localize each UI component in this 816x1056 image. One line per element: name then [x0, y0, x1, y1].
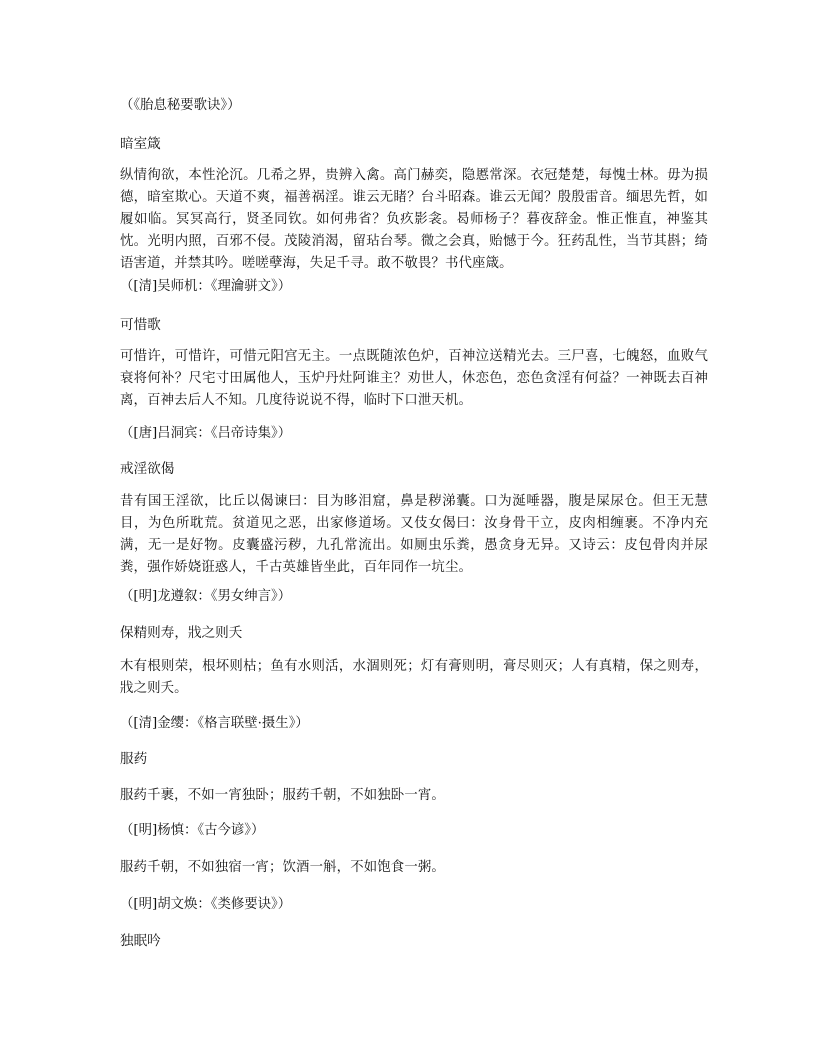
section-heading: 保精则寿，戕之则夭: [120, 625, 243, 641]
section-heading: 独眠吟: [120, 933, 161, 949]
source-citation: （[清]金缨：《格言联壁·摄生》）: [120, 716, 309, 731]
source-citation: （[明]胡文焕：《类修要诀》）: [120, 897, 292, 912]
source-citation: （《胎息秘要歌诀》）: [120, 98, 241, 113]
body-paragraph: 木有根则荣，根坏则枯；鱼有水则活，水涸则死；灯有膏则明，膏尽则灭；人有真精，保之则寿，戕之则夭。: [120, 659, 708, 696]
source-citation: （[明]龙遵叙：《男女绅言》）: [120, 589, 292, 604]
section-heading: 戒淫欲偈: [120, 461, 175, 477]
body-paragraph: 服药千朝，不如独宿一宵；饮酒一斛，不如饱食一粥。: [120, 860, 445, 875]
body-paragraph: 昔有国王淫欲，比丘以偈谏曰：目为眵泪窟，鼻是秽涕囊。口为涎唾器，腹是屎尿仓。但王无慧目，为色所耽荒。贫道见之恶，出家修道场。又伎女偈曰：汝身骨干立，皮肉相缠裹。不净内充满，无一是好物。皮囊盛污秽，九孔常流出。如厕虫乐粪，愚贪身无异。又诗云：皮包骨肉并尿粪，强作娇娆诳惑人，千古英雄皆坐此，百年同作一坑尘。: [120, 494, 708, 575]
section-heading: 可惜歌: [120, 317, 161, 333]
section-heading: 暗室箴: [120, 136, 161, 152]
body-paragraph: 可惜许，可惜许，可惜元阳宫无主。一点既随浓色炉，百神泣送精光去。三尸喜，七魄怒，血败气衰将何补？尺宅寸田属他人，玉炉丹灶阿谁主？劝世人，休恋色，恋色贪淫有何益？一神既去百神离，百神去后人不知。几度待说说不得，临时下口泄天机。: [120, 349, 708, 408]
source-citation: （[清]吴师机：《理瀹骈文》）: [120, 279, 292, 294]
body-paragraph: 纵情徇欲，本性沦沉。几希之界，贵辨入禽。高门赫奕，隐慝常深。衣冠楚楚，每愧士林。毋为损德，暗室欺心。天道不爽，福善祸淫。谁云无睹？台斗昭森。谁云无闻？殷殷雷音。缅思先哲，如履如临。冥冥高行，贤圣同钦。如何弗省？负疚影衾。曷师杨子？暮夜辞金。惟正惟直，神鉴其忱。光明内照，百邪不侵。茂陵消渴，留玷台琴。微之会真，贻憾于今。狂药乱性，当节其斟；绮语害道，并禁其吟。嗟嗟孽海，失足千寻。敢不敬畏？书代座箴。: [120, 168, 708, 271]
body-paragraph: 服药千裹，不如一宵独卧；服药千朝，不如独卧一宵。: [120, 788, 445, 803]
source-citation: （[明]杨慎：《古今谚》）: [120, 823, 265, 838]
section-heading: 服药: [120, 751, 148, 767]
source-citation: （[唐]吕洞宾：《吕帝诗集》）: [120, 426, 292, 441]
